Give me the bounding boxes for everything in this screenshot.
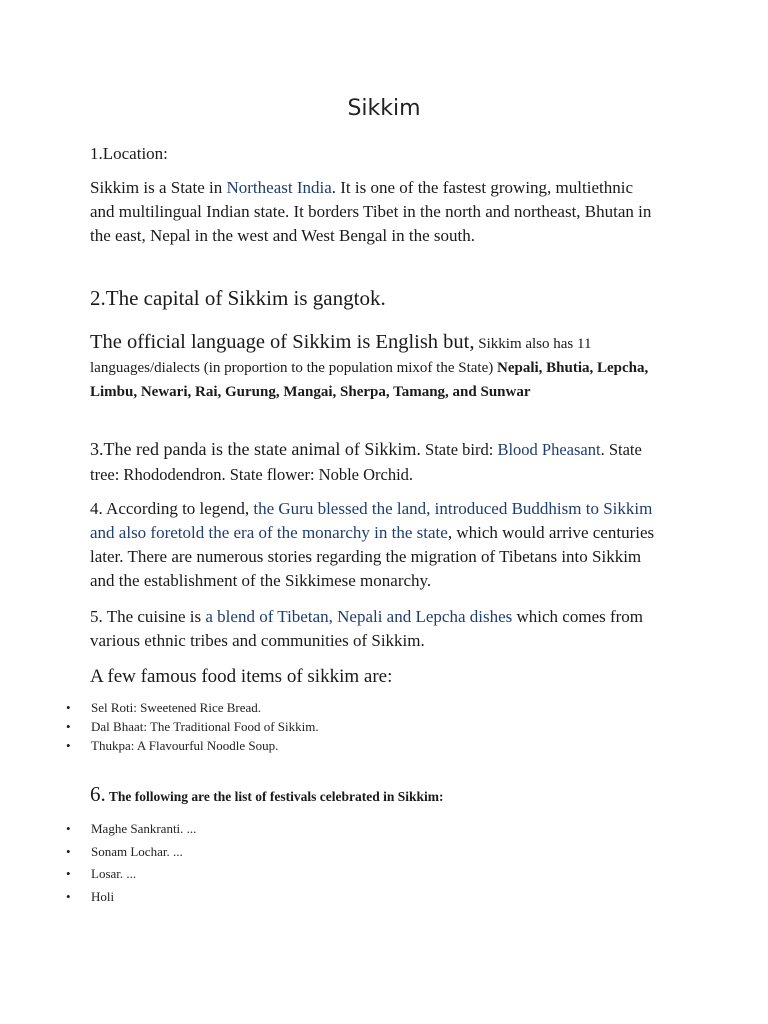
location-heading: 1.Location: (90, 144, 168, 163)
cuisine-text-1: 5. The cuisine is (90, 607, 206, 626)
capital-paragraph: 2.The capital of Sikkim is gangtok. (90, 286, 386, 310)
list-item: • Thukpa: A Flavourful Noodle Soup. (60, 736, 319, 755)
festivals-heading-text: The following are the list of festivals celebrated in Sikkim: (105, 789, 444, 804)
language-lead-text: The official language of Sikkim is English but, (90, 331, 475, 353)
festivals-heading (90, 780, 660, 811)
language-list-text: Nepali, Bhutia, Lepcha, Limbu, Newari, Rai, Gurung, Mangai, Sherpa, Tamang, and Sunwar (90, 360, 649, 400)
cuisine-paragraph (90, 605, 660, 653)
festivals-number: 6. (90, 782, 106, 806)
language-paragraph (90, 330, 660, 404)
location-paragraph (90, 176, 660, 248)
festival-list (60, 818, 196, 908)
animal-lead-text: 3.The red panda is the state animal of Sikkim. (90, 439, 421, 459)
blood-pheasant-text: Blood Pheasant (497, 440, 601, 459)
cuisine-highlight-text: a blend of Tibetan, Nepali and Lepcha dishes (205, 607, 513, 626)
list-item: • Sonam Lochar. ... (60, 841, 196, 864)
animal-paragraph (90, 437, 660, 487)
cuisine-text-2: which comes from various ethnic tribes and communities of Sikkim. (90, 607, 644, 650)
food-list (60, 698, 319, 755)
animal-text-2: . State tree: Rhododendron. State flower: Noble Orchid. (90, 440, 642, 484)
list-item: • Maghe Sankranti. ... (60, 818, 196, 841)
legend-highlight-text: the Guru blessed the land, introduced Buddhism to Sikkim and also foretold the era of the monarchy in the state (90, 499, 653, 542)
page-title: Sikkim (347, 96, 421, 121)
location-text-2: . It is one of the fastest growing, multiethnic and multilingual Indian state. It borders Tibet in the north and northeast, Bhutan in the east, Nepal in the west and West Bengal in the south. (90, 178, 652, 245)
legend-text-2: , which would arrive centuries later. There are numerous stories regarding the migration of Tibetans into Sikkim and the establishment of the Sikkimese monarchy. (90, 523, 655, 590)
list-item: • Sel Roti: Sweetened Rice Bread. (60, 698, 319, 717)
language-small-text: Sikkim also has 11 languages/dialects (in proportion to the population mixof the State) (90, 336, 592, 376)
animal-text-1: State bird: (420, 440, 498, 459)
list-item: • Holi (60, 886, 196, 909)
legend-paragraph (90, 497, 660, 593)
legend-text-1: 4. According to legend, (90, 499, 254, 518)
northeast-india-text: Northeast India (226, 178, 332, 197)
location-text-1: Sikkim is a State in (90, 178, 227, 197)
list-item: • Dal Bhaat: The Traditional Food of Sikkim. (60, 717, 319, 736)
food-heading: A few famous food items of sikkim are: (90, 666, 393, 687)
list-item: • Losar. ... (60, 863, 196, 886)
